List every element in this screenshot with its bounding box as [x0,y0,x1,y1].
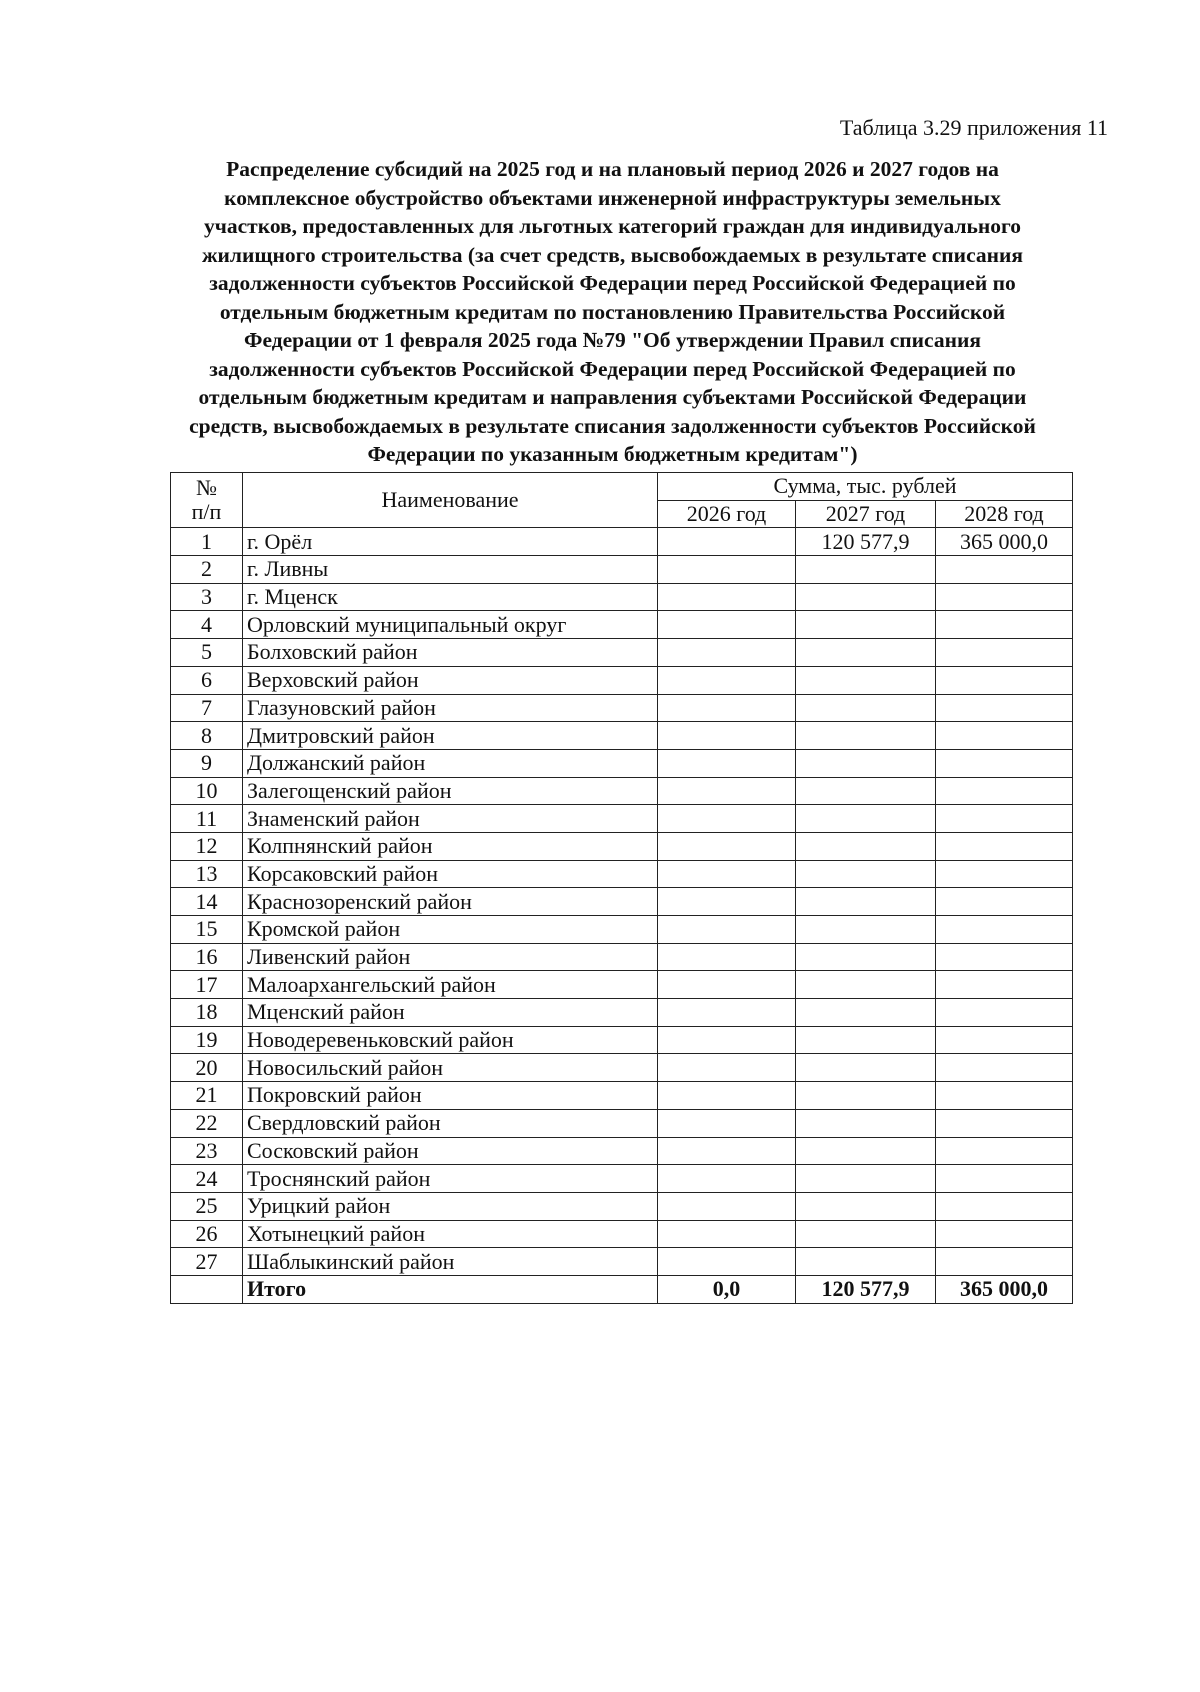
row-value-2028 [936,666,1073,694]
table-row [171,528,1073,556]
row-name: Троснянский район [243,1165,658,1193]
table-row [171,999,1073,1027]
row-number: 20 [171,1054,243,1082]
table-row [171,1220,1073,1248]
row-value-2027 [796,1165,936,1193]
row-value-2027 [796,1109,936,1137]
table-caption: Таблица 3.29 приложения 11 [839,115,1108,140]
header-year: 2027 год [796,500,936,528]
table-row [171,1137,1073,1165]
row-number: 5 [171,639,243,667]
row-name: Покровский район [243,1082,658,1110]
row-value-2028 [936,583,1073,611]
table-row [171,1026,1073,1054]
title-line: комплексное обустройство объектами инженерной инфраструктуры земельных [224,185,1001,210]
row-value-2028 [936,694,1073,722]
row-value-2028 [936,749,1073,777]
table-row [171,1192,1073,1220]
row-value-2027 [796,971,936,999]
row-value-2028 [936,556,1073,584]
row-value-2027 [796,583,936,611]
row-value-2028 [936,1220,1073,1248]
row-name: Малоархангельский район [243,971,658,999]
row-value-2026 [658,971,796,999]
row-value-2028 [936,722,1073,750]
row-number: 10 [171,777,243,805]
row-value-2027 [796,1026,936,1054]
row-value-2026 [658,888,796,916]
row-value-2028 [936,832,1073,860]
row-value-2026 [658,1137,796,1165]
table-row [171,694,1073,722]
table-row [171,1165,1073,1193]
table-row [171,971,1073,999]
row-value-2026 [658,694,796,722]
row-value-2027 [796,943,936,971]
row-name: Верховский район [243,666,658,694]
row-value-2026 [658,1248,796,1276]
table-row [171,611,1073,639]
row-value-2027 [796,860,936,888]
title-line: отдельным бюджетным кредитам и направления субъектами Российской Федерации [198,385,1027,409]
row-number: 15 [171,916,243,944]
row-value-2027: 120 577,9 [796,528,936,556]
row-name: Свердловский район [243,1109,658,1137]
row-value-2027 [796,611,936,639]
table-row [171,1082,1073,1110]
row-name: Знаменский район [243,805,658,833]
table-row [171,1248,1073,1276]
row-name: Корсаковский район [243,860,658,888]
row-value-2027 [796,639,936,667]
row-name: Сосковский район [243,1137,658,1165]
row-number: 19 [171,1026,243,1054]
row-value-2028 [936,943,1073,971]
title-line: задолженности субъектов Российской Федерации перед Российской Федерацией по [209,356,1016,381]
row-name: Краснозоренский район [243,888,658,916]
title-line: отдельным бюджетным кредитам по постановлению Правительства Российской [219,299,1006,324]
row-value-2028: 365 000,0 [936,528,1073,556]
row-value-2026 [658,611,796,639]
total-number [171,1275,243,1303]
row-value-2027 [796,1054,936,1082]
row-value-2027 [796,832,936,860]
total-row [171,1275,1073,1303]
row-value-2028 [936,916,1073,944]
row-name: Мценский район [243,999,658,1027]
row-value-2026 [658,556,796,584]
row-value-2027 [796,777,936,805]
row-number: 7 [171,694,243,722]
row-number: 3 [171,583,243,611]
row-value-2026 [658,916,796,944]
table-row [171,777,1073,805]
row-value-2028 [936,999,1073,1027]
row-value-2027 [796,556,936,584]
row-number: 2 [171,556,243,584]
row-value-2028 [936,1026,1073,1054]
row-value-2028 [936,805,1073,833]
row-name: Кромской район [243,916,658,944]
header-name: Наименование [243,473,658,528]
subsidy-table [170,472,1073,1304]
table-row [171,860,1073,888]
header-year: 2028 год [936,500,1073,528]
row-value-2026 [658,722,796,750]
row-value-2026 [658,1026,796,1054]
row-value-2026 [658,749,796,777]
row-value-2027 [796,1248,936,1276]
row-number: 12 [171,832,243,860]
row-value-2028 [936,1137,1073,1165]
table-row [171,639,1073,667]
row-number: 11 [171,805,243,833]
title-line: Федерации по указанным бюджетным кредитам") [367,442,858,466]
row-number: 18 [171,999,243,1027]
row-value-2027 [796,805,936,833]
row-number: 6 [171,666,243,694]
row-number: 26 [171,1220,243,1248]
row-value-2026 [658,1082,796,1110]
total-value-2026: 0,0 [658,1275,796,1303]
header-number-sign: № [196,475,217,501]
row-value-2028 [936,639,1073,667]
row-number: 24 [171,1165,243,1193]
row-name: г. Орёл [243,528,658,556]
table-row [171,749,1073,777]
row-number: 4 [171,611,243,639]
row-name: Орловский муниципальный округ [243,611,658,639]
row-value-2026 [658,1109,796,1137]
row-value-2028 [936,777,1073,805]
table-body [171,528,1073,1303]
row-name: Должанский район [243,749,658,777]
row-value-2027 [796,722,936,750]
header-year: 2026 год [658,500,796,528]
row-value-2028 [936,1165,1073,1193]
row-value-2026 [658,943,796,971]
row-value-2026 [658,777,796,805]
total-value-2027: 120 577,9 [796,1275,936,1303]
row-value-2028 [936,1054,1073,1082]
total-label: Итого [243,1275,658,1303]
row-value-2027 [796,1220,936,1248]
row-number: 21 [171,1082,243,1110]
row-number: 22 [171,1109,243,1137]
row-value-2028 [936,1192,1073,1220]
row-value-2027 [796,888,936,916]
row-name: Залегощенский район [243,777,658,805]
row-number: 27 [171,1248,243,1276]
row-value-2026 [658,1192,796,1220]
row-value-2027 [796,1137,936,1165]
table-row [171,805,1073,833]
header-number [171,473,243,528]
table-row [171,1109,1073,1137]
row-value-2026 [658,666,796,694]
row-name: Шаблыкинский район [243,1248,658,1276]
table-row [171,888,1073,916]
row-value-2027 [796,694,936,722]
table-row [171,916,1073,944]
row-name: Колпнянский район [243,832,658,860]
row-name: Болховский район [243,639,658,667]
row-number: 1 [171,528,243,556]
title-line: Распределение субсидий на 2025 год и на плановый период 2026 и 2027 годов на [226,157,999,181]
row-number: 16 [171,943,243,971]
row-value-2026 [658,1165,796,1193]
row-value-2028 [936,971,1073,999]
row-number: 14 [171,888,243,916]
title-line: задолженности субъектов Российской Федерации перед Российской Федерацией по [209,271,1016,295]
title-line: участков, предоставленных для льготных категорий граждан для индивидуального [203,214,1021,238]
title-line: Федерации от 1 февраля 2025 года №79 "Об утверждении Правил списания [243,328,982,352]
row-value-2026 [658,860,796,888]
row-value-2026 [658,583,796,611]
table-row [171,1054,1073,1082]
row-value-2027 [796,916,936,944]
table-row [171,943,1073,971]
row-value-2026 [658,805,796,833]
row-name: Урицкий район [243,1192,658,1220]
row-number: 25 [171,1192,243,1220]
row-value-2027 [796,1192,936,1220]
row-value-2028 [936,1248,1073,1276]
header-sum: Сумма, тыс. рублей [658,473,1073,501]
total-value-2028: 365 000,0 [936,1275,1073,1303]
row-value-2027 [796,999,936,1027]
table-row [171,556,1073,584]
row-name: г. Ливны [243,556,658,584]
row-value-2026 [658,528,796,556]
row-value-2028 [936,888,1073,916]
row-value-2026 [658,639,796,667]
row-value-2027 [796,1082,936,1110]
row-name: Хотынецкий район [243,1220,658,1248]
row-name: Новодеревеньковский район [243,1026,658,1054]
title-line: средств, высвобождаемых в результате списания задолженности субъектов Российской [189,413,1036,438]
row-value-2026 [658,1054,796,1082]
row-number: 23 [171,1137,243,1165]
row-number: 8 [171,722,243,750]
row-value-2028 [936,1109,1073,1137]
row-value-2028 [936,860,1073,888]
row-value-2026 [658,1220,796,1248]
row-value-2028 [936,1082,1073,1110]
table-row [171,832,1073,860]
row-name: Новосильский район [243,1054,658,1082]
row-number: 17 [171,971,243,999]
row-value-2026 [658,832,796,860]
row-name: Глазуновский район [243,694,658,722]
table-row [171,722,1073,750]
table-row [171,666,1073,694]
row-value-2028 [936,611,1073,639]
document-title [120,155,1105,469]
header-number-abbr: п/п [191,499,222,525]
row-name: Дмитровский район [243,722,658,750]
row-number: 13 [171,860,243,888]
row-value-2027 [796,666,936,694]
row-number: 9 [171,749,243,777]
title-line: жилищного строительства (за счет средств, высвобождаемых в результате списания [201,242,1024,267]
row-name: Ливенский район [243,943,658,971]
table-row [171,583,1073,611]
row-name: г. Мценск [243,583,658,611]
row-value-2026 [658,999,796,1027]
row-value-2027 [796,749,936,777]
